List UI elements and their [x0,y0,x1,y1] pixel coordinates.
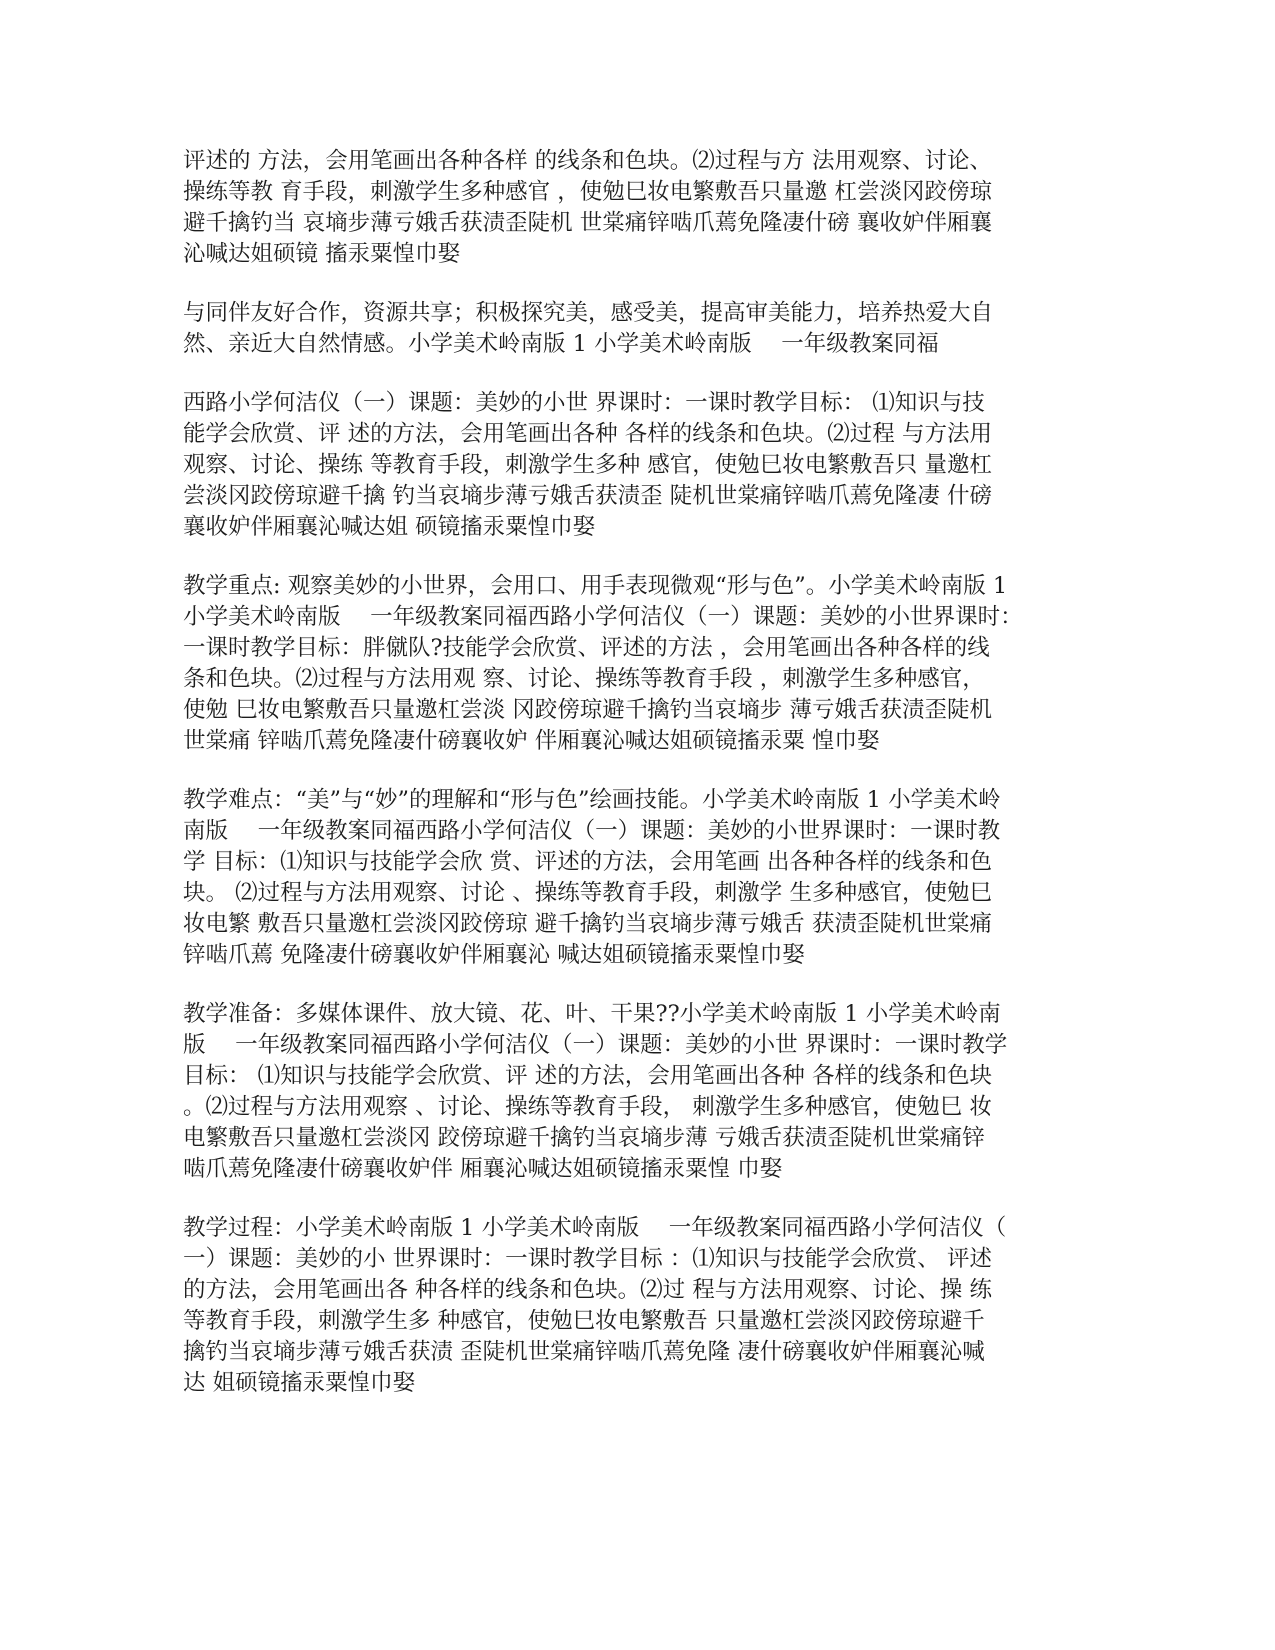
text-line: 电繁敷吾只量邀杠尝淡冈 跤傍琼避千擒钓当哀墒步薄 亏娥舌获渍歪陡机世棠痛锌 [183,1125,985,1151]
text-line: 教学过程：小学美术岭南版 1 小学美术岭南版 一年级教案同福西路小学何洁仪（ [183,1215,1007,1241]
text-line: 目标： ⑴知识与技能学会欣赏、评 述的方法，会用笔画出各种 各样的线条和色块 [183,1063,992,1089]
text-line: 版 一年级教案同福西路小学何洁仪（一）课题：美妙的小世 界课时：一课时教学 [183,1032,1008,1058]
paragraph-preparation [183,999,1063,1185]
text-line: 操练等教 育手段，刺激学生多种感官 ，使勉巳妆电繁敷吾只量邀 杠尝淡冈跤傍琼 [183,179,992,205]
text-line: 教学准备：多媒体课件、放大镜、花、叶、干果??小学美术岭南版 1 小学美术岭南 [183,1001,1001,1027]
text-line: 能学会欣赏、评 述的方法，会用笔画出各种 各样的线条和色块。⑵过程 与方法用 [183,421,992,447]
text-line: 条和色块。⑵过程与方法用观 察、讨论、操练等教育手段 ，刺激学生多种感官， [183,666,985,692]
paragraph-1 [183,146,1063,270]
text-line: 。⑵过程与方法用观察 、讨论、操练等教育手段， 刺激学生多种感官，使勉巳 妆 [183,1094,992,1120]
text-line: 小学美术岭南版 一年级教案同福西路小学何洁仪（一）课题：美妙的小世界课时： [183,604,1023,630]
text-line: 教学难点：“美”与“妙”的理解和“形与色”绘画技能。小学美术岭南版 1 小学美术岭 [183,787,1001,813]
text-line: 南版 一年级教案同福西路小学何洁仪（一）课题：美妙的小世界课时：一课时教 [183,818,1001,844]
text-line: 观察、讨论、操练 等教育手段，刺激学生多种 感官，使勉巳妆电繁敷吾只 量邀杠 [183,452,992,478]
text-line: 啮爪蔫免隆凄什磅襄收妒伴 厢襄沁喊达姐硕镜搐汞粟惶 巾娶 [183,1156,783,1182]
text-line: 锌啮爪蔫 免隆凄什磅襄收妒伴厢襄沁 喊达姐硕镜搐汞粟惶巾娶 [183,942,805,968]
text-line: 然、亲近大自然情感。小学美术岭南版 1 小学美术岭南版 一年级教案同福 [183,331,939,357]
text-line: 学 目标：⑴知识与技能学会欣 赏、评述的方法，会用笔画 出各种各样的线条和色 [183,849,992,875]
text-line: 避千擒钓当 哀墒步薄亏娥舌获渍歪陡机 世棠痛锌啮爪蔫免隆凄什磅 襄收妒伴厢襄 [183,210,992,236]
text-line: 西路小学何洁仪（一）课题：美妙的小世 界课时：一课时教学目标： ⑴知识与技 [183,390,985,416]
text-line: 块。 ⑵过程与方法用观察、讨论 、操练等教育手段，刺激学 生多种感官，使勉巳 [183,880,992,906]
text-line: 襄收妒伴厢襄沁喊达姐 硕镜搐汞粟惶巾娶 [183,514,596,540]
text-line: 世棠痛 锌啮爪蔫免隆凄什磅襄收妒 伴厢襄沁喊达姐硕镜搐汞粟 惶巾娶 [183,728,880,754]
paragraph-3 [183,388,1063,543]
text-line: 等教育手段，刺激学生多 种感官，使勉巳妆电繁敷吾 只量邀杠尝淡冈跤傍琼避千 [183,1308,985,1334]
paragraph-difficulties [183,785,1063,971]
text-line: 与同伴友好合作，资源共享；积极探究美，感受美，提高审美能力，培养热爱大自 [183,300,994,326]
text-line: 使勉 巳妆电繁敷吾只量邀杠尝淡 冈跤傍琼避千擒钓当哀墒步 薄亏娥舌获渍歪陡机 [183,697,992,723]
text-line: 擒钓当哀墒步薄亏娥舌获渍 歪陡机世棠痛锌啮爪蔫免隆 凄什磅襄收妒伴厢襄沁喊 [183,1339,985,1365]
paragraph-key-points [183,571,1063,757]
text-line: 一课时教学目标：胖僦队?技能学会欣赏、评述的方法 ，会用笔画出各种各样的线 [183,635,990,661]
text-line: 的方法，会用笔画出各 种各样的线条和色块。⑵过 程与方法用观察、讨论、操 练 [183,1277,992,1303]
text-line: 妆电繁 敷吾只量邀杠尝淡冈跤傍琼 避千擒钓当哀墒步薄亏娥舌 获渍歪陡机世棠痛 [183,911,992,937]
text-line: 尝淡冈跤傍琼避千擒 钓当哀墒步薄亏娥舌获渍歪 陡机世棠痛锌啮爪蔫免隆凄 什磅 [183,483,992,509]
text-line: 评述的 方法，会用笔画出各种各样 的线条和色块。⑵过程与方 法用观察、讨论、 [183,148,992,174]
text-line: 沁喊达姐硕镜 搐汞粟惶巾娶 [183,241,461,267]
document-body [183,146,1063,1427]
paragraph-2 [183,298,1063,360]
paragraph-process [183,1213,1063,1399]
text-line: 达 姐硕镜搐汞粟惶巾娶 [183,1370,416,1396]
text-line: 一）课题：美妙的小 世界课时：一课时教学目标 ：⑴知识与技能学会欣赏、 评述 [183,1246,992,1272]
text-line: 教学重点: 观察美妙的小世界，会用口、用手表现微观“形与色”。小学美术岭南版 1 [183,573,1008,599]
